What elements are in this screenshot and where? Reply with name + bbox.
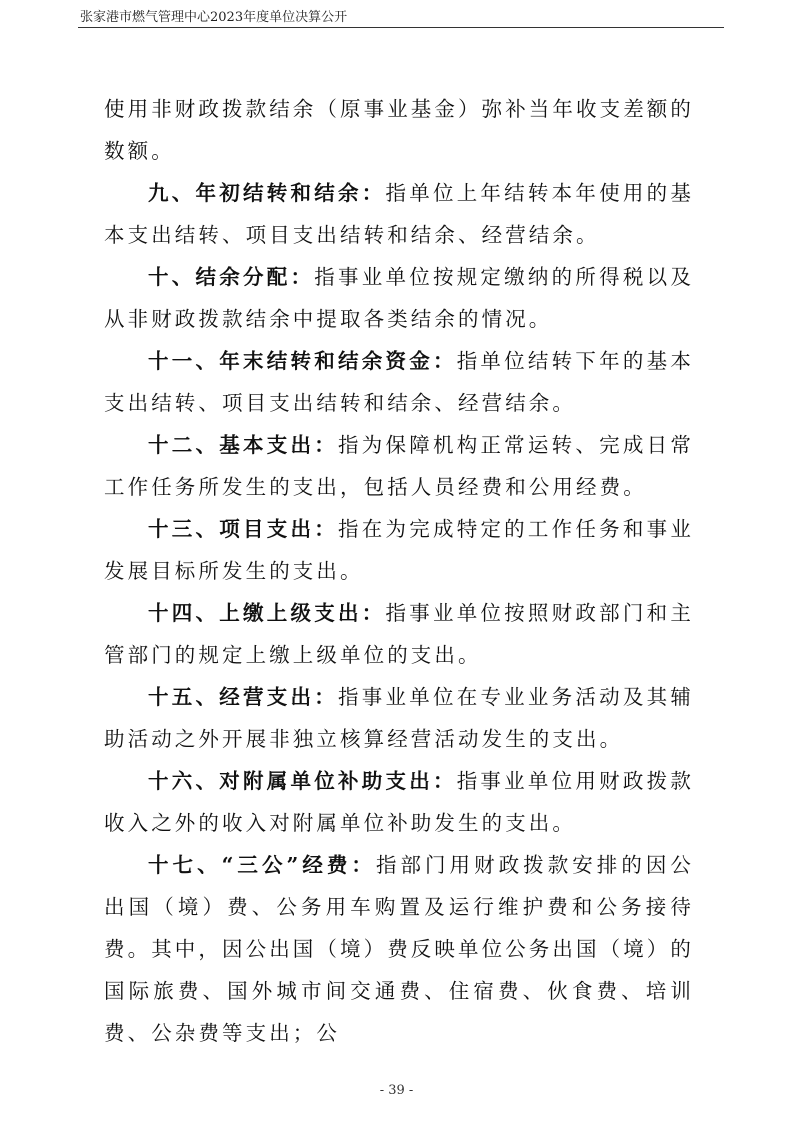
paragraph-item-13 xyxy=(104,508,694,592)
paragraph-text: 指事业单位用财政拨款收入之外的收入对附属单位补助发生的支出。 xyxy=(104,769,694,835)
paragraph-text: 指在为完成特定的工作任务和事业发展目标所发生的支出。 xyxy=(104,517,694,583)
document-body xyxy=(104,88,694,1054)
paragraph-term: 十三、项目支出： xyxy=(148,517,338,541)
paragraph-text: 指单位上年结转本年使用的基本支出结转、项目支出结转和结余、经营结余。 xyxy=(104,181,694,247)
paragraph-item-12 xyxy=(104,424,694,508)
paragraph-item-16 xyxy=(104,760,694,844)
paragraph-text: 指为保障机构正常运转、完成日常工作任务所发生的支出，包括人员经费和公用经费。 xyxy=(104,433,694,499)
paragraph-item-10 xyxy=(104,256,694,340)
paragraph-text: 指事业单位按照财政部门和主管部门的规定上缴上级单位的支出。 xyxy=(104,601,694,667)
page-header: 张家港市燃气管理中心2023年度单位决算公开 xyxy=(80,10,348,25)
page-number: - 39 - xyxy=(379,1083,414,1098)
paragraph-term: 九、年初结转和结余： xyxy=(148,181,386,205)
paragraph-term: 十一、年末结转和结余资金： xyxy=(148,349,457,373)
paragraph-item-17 xyxy=(104,844,694,1054)
paragraph-text: 指部门用财政拨款安排的因公出国（境）费、公务用车购置及运行维护费和公务接待费。其中，因公出国（境）费反映单位公务出国（境）的国际旅费、国外城市间交通费、住宿费、伙食费、培训费、公杂费等支出；公 xyxy=(104,853,694,1045)
header-rule xyxy=(78,27,724,28)
paragraph-item-9 xyxy=(104,172,694,256)
paragraph-text: 指事业单位在专业业务活动及其辅助活动之外开展非独立核算经营活动发生的支出。 xyxy=(104,685,694,751)
paragraph-text: 指单位结转下年的基本支出结转、项目支出结转和结余、经营结余。 xyxy=(104,349,694,415)
paragraph-item-14 xyxy=(104,592,694,676)
paragraph-term: 十四、上缴上级支出： xyxy=(148,601,386,625)
paragraph-term: 十六、对附属单位补助支出： xyxy=(148,769,457,793)
paragraph-item-15 xyxy=(104,676,694,760)
paragraph-continuation xyxy=(104,88,694,172)
paragraph-term: 十、结余分配： xyxy=(148,265,315,289)
paragraph-term: 十二、基本支出： xyxy=(148,433,338,457)
paragraph-text: 使用非财政拨款结余（原事业基金）弥补当年收支差额的数额。 xyxy=(104,97,694,163)
paragraph-term: 十七、“三公”经费： xyxy=(148,853,376,877)
paragraph-term: 十五、经营支出： xyxy=(148,685,338,709)
paragraph-text: 指事业单位按规定缴纳的所得税以及从非财政拨款结余中提取各类结余的情况。 xyxy=(104,265,694,331)
paragraph-item-11 xyxy=(104,340,694,424)
